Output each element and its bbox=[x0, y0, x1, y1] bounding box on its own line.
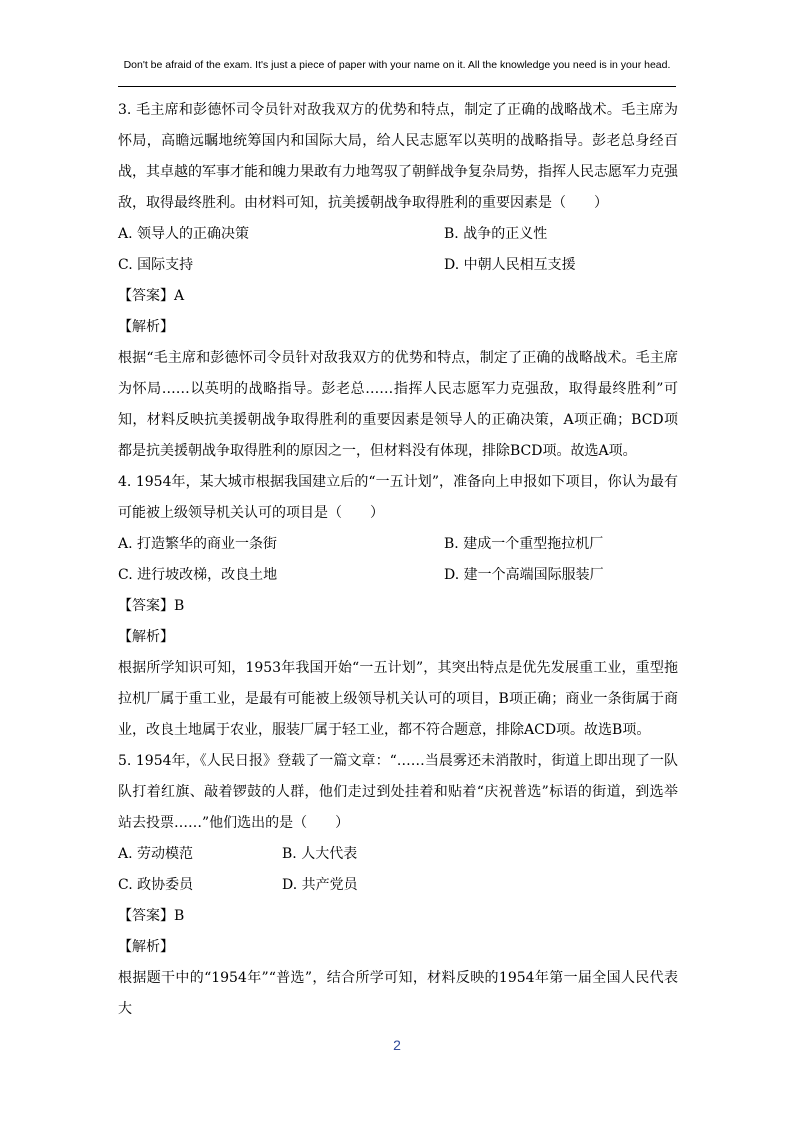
question-stem: 4. 1954年，某大城市根据我国建立后的“一五计划”，准备向上申报如下项目，你认为最有可能被上级领导机关认可的项目是（ ） bbox=[118, 474, 678, 521]
options-row bbox=[118, 529, 678, 560]
option-d: D. 中朝人民相互支援 bbox=[444, 257, 576, 273]
option-a: A. 打造繁华的商业一条街 bbox=[118, 536, 278, 552]
option-d: D. 建一个高端国际服装厂 bbox=[444, 567, 604, 583]
option-b: B. 人大代表 bbox=[282, 846, 358, 862]
answer-label: 【答案】B bbox=[118, 908, 185, 924]
options-row bbox=[118, 560, 678, 591]
options-row bbox=[118, 250, 678, 281]
option-c: C. 国际支持 bbox=[118, 257, 194, 273]
question-5 bbox=[118, 746, 678, 1025]
option-a: A. 劳动模范 bbox=[118, 846, 194, 862]
options-row bbox=[118, 870, 678, 901]
answer-label: 【答案】B bbox=[118, 598, 185, 614]
analysis-text: 根据“毛主席和彭德怀司令员针对敌我双方的优势和特点，制定了正确的战略战术。毛主席为怀局……以英明的战略指导。彭老总……指挥人民志愿军力克强敌，取得最终胜利”可知，材料反映抗美援朝战争取得胜利的重要因素是领导人的正确决策，A项正确；BCD项都是抗美援朝战争取得胜利的原因之一，但材料没有体现，排除BCD项。故选A项。 bbox=[118, 350, 678, 459]
answer-label: 【答案】A bbox=[118, 288, 185, 304]
page-header: Don't be afraid of the exam. It's just a piece of paper with your name on it. All the knowledge you need is in your head. bbox=[123, 59, 671, 71]
analysis-label: 【解析】 bbox=[118, 319, 174, 335]
option-b: B. 战争的正义性 bbox=[444, 226, 548, 242]
option-c: C. 进行坡改梯，改良土地 bbox=[118, 567, 278, 583]
header-rule bbox=[118, 86, 676, 87]
option-b: B. 建成一个重型拖拉机厂 bbox=[444, 536, 604, 552]
analysis-text: 根据所学知识可知，1953年我国开始“一五计划”，其突出特点是优先发展重工业，重型拖拉机厂属于重工业，是最有可能被上级领导机关认可的项目，B项正确；商业一条街属于商业，改良土地属于农业，服装厂属于轻工业，都不符合题意，排除ACD项。故选B项。 bbox=[118, 660, 678, 738]
options-row bbox=[118, 219, 678, 250]
question-stem: 5. 1954年，《人民日报》登载了一篇文章：“……当晨雾还未消散时，街道上即出现了一队队打着红旗、敲着锣鼓的人群，他们走过到处挂着和贴着“庆祝普选”标语的街道，到选举站去投票……”他们选出的是（ ） bbox=[118, 753, 678, 831]
option-c: C. 政协委员 bbox=[118, 877, 194, 893]
question-3 bbox=[118, 95, 678, 467]
option-d: D. 共产党员 bbox=[282, 877, 358, 893]
option-a: A. 领导人的正确决策 bbox=[118, 226, 250, 242]
analysis-label: 【解析】 bbox=[118, 629, 174, 645]
question-stem: 3. 毛主席和彭德怀司令员针对敌我双方的优势和特点，制定了正确的战略战术。毛主席为怀局，高瞻远瞩地统筹国内和国际大局，给人民志愿军以英明的战略指导。彭老总身经百战，其卓越的军事才能和魄力果敢有力地驾驭了朝鲜战争复杂局势，指挥人民志愿军力克强敌，取得最终胜利。由材料可知，抗美援朝战争取得胜利的重要因素是（ ） bbox=[118, 102, 678, 211]
analysis-text: 根据题干中的“1954年”“普选”，结合所学可知，材料反映的1954年第一届全国人民代表大 bbox=[118, 970, 678, 1017]
page-content bbox=[118, 95, 678, 1025]
analysis-label: 【解析】 bbox=[118, 939, 174, 955]
options-row bbox=[118, 839, 678, 870]
page-number: 2 bbox=[393, 1037, 401, 1053]
question-4 bbox=[118, 467, 678, 746]
